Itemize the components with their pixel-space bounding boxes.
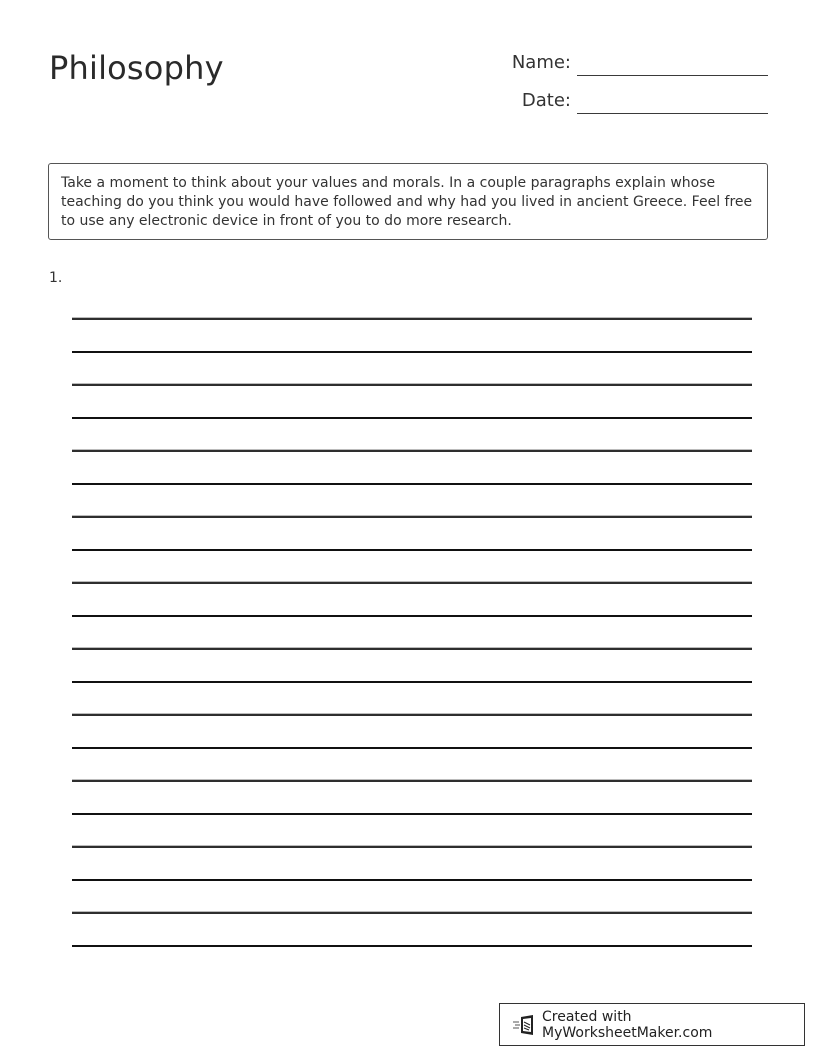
answer-line[interactable] — [72, 846, 752, 848]
footer-badge[interactable] — [499, 1003, 805, 1046]
date-field-row — [522, 88, 768, 114]
answer-line[interactable] — [72, 879, 752, 881]
footer-text: Created with MyWorksheetMaker.com — [542, 1008, 713, 1041]
answer-line[interactable] — [72, 483, 752, 485]
date-blank-line[interactable] — [577, 88, 768, 114]
name-label: Name: — [511, 52, 571, 73]
answer-lines[interactable] — [72, 318, 752, 978]
answer-line[interactable] — [72, 516, 752, 518]
name-field-row — [512, 50, 768, 76]
answer-line[interactable] — [72, 780, 752, 782]
answer-line[interactable] — [72, 813, 752, 815]
answer-line[interactable] — [72, 450, 752, 452]
answer-line[interactable] — [72, 615, 752, 617]
answer-line[interactable] — [72, 945, 752, 947]
worksheet-title: Philosophy — [49, 49, 224, 87]
answer-line[interactable] — [72, 549, 752, 551]
date-label: Date: — [521, 90, 571, 111]
answer-line[interactable] — [72, 681, 752, 683]
worksheet-logo-icon — [512, 1014, 536, 1036]
answer-line[interactable] — [72, 912, 752, 914]
answer-line[interactable] — [72, 417, 752, 419]
name-blank-line[interactable] — [577, 50, 768, 76]
answer-line[interactable] — [72, 351, 752, 353]
answer-line[interactable] — [72, 582, 752, 584]
question-number: 1. — [49, 270, 63, 286]
answer-line[interactable] — [72, 747, 752, 749]
answer-line[interactable] — [72, 384, 752, 386]
answer-line[interactable] — [72, 318, 752, 320]
answer-line[interactable] — [72, 714, 752, 716]
instructions-box: Take a moment to think about your values and morals. In a couple paragraphs explain whose teaching do you think you would have followed and why had you lived in ancient Greece. Feel free to use any electronic device in front of you to do more research. — [48, 163, 768, 240]
answer-line[interactable] — [72, 648, 752, 650]
